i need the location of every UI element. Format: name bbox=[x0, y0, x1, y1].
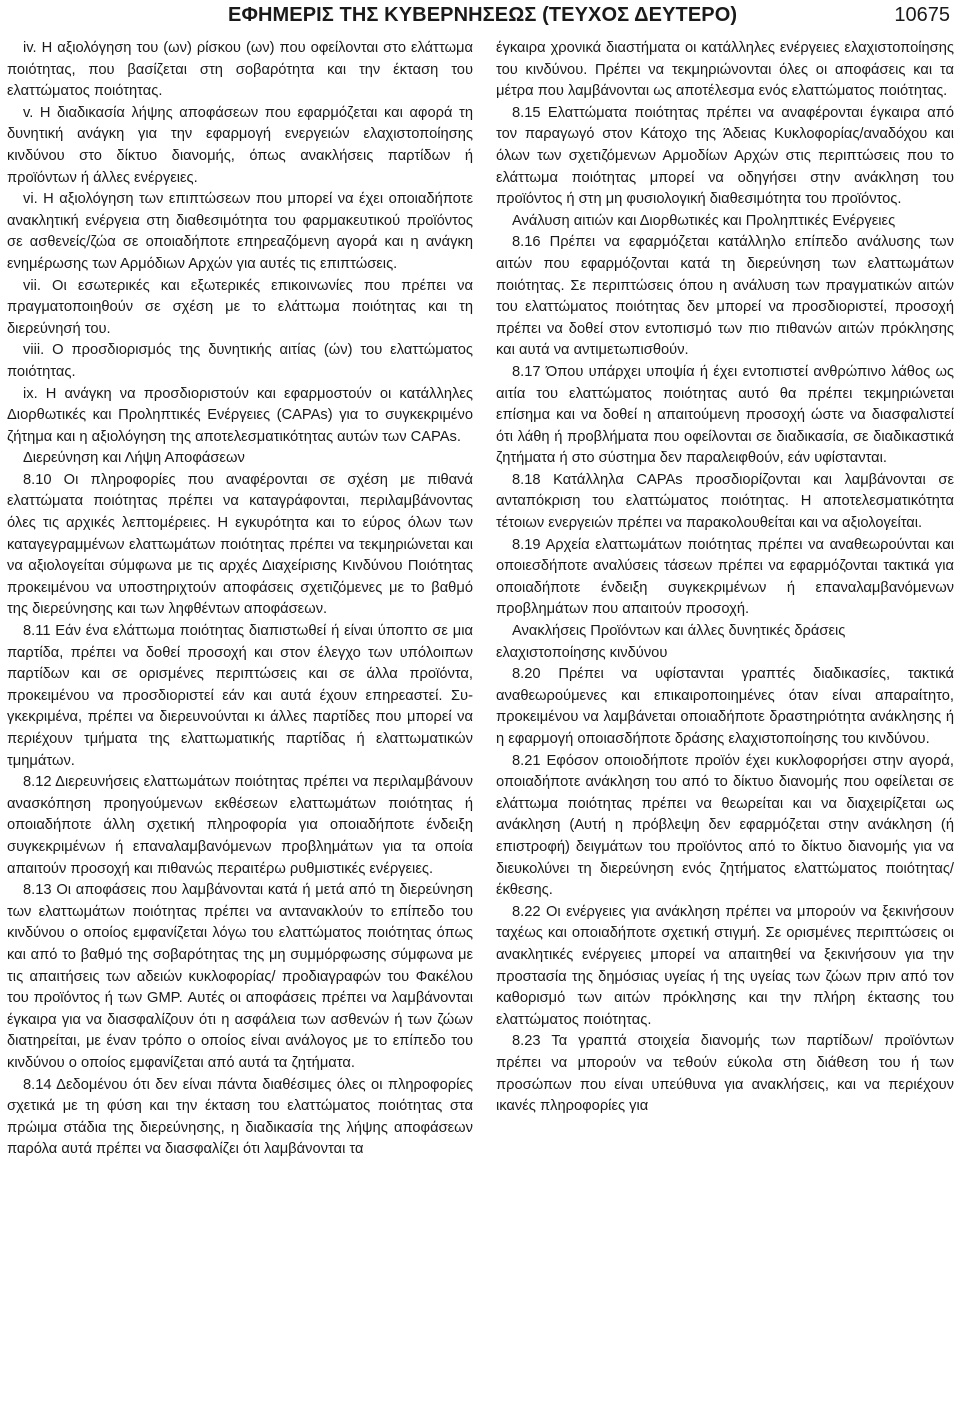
paragraph-8-14: 8.14 Δεδομένου ότι δεν είναι πάντα διαθέσιμες όλες οι πληροφορίες σχετικά με τη φύση και την έκταση του ελαττώματος ποιότητας στα πρώιμα στάδια της διερεύνησης, η διαδικασία της λήψης αποφάσεων παρόλα αυτά πρέπει να διασφαλίζει ότι λαμβάνονται τα bbox=[7, 1076, 473, 1158]
section-heading-root-cause: Ανάλυση αιτιών και Διορθωτικές και Προληπτικές Ενέργειες bbox=[512, 212, 896, 229]
paragraph-8-13: 8.13 Οι αποφάσεις που λαμβάνονται κατά ή μετά από τη διερεύνηση των ελαττωμάτων ποιότητας πρέπει να αντανακλούν το επίπεδο του κινδύνου ο οποίος εμφανίζεται λόγω του ελαττώματος ποιότητας όπως και από το βαθμό της σοβαρότητας της μη συμμόρφωσης σύμφωνα με τις απαιτήσεις των αδειών κυκλοφορίας/ προδιαγραφών του Φακέλου του προϊόντος ή των GMP. Αυτές οι αποφάσεις πρέπει να λαμβάνονται έγκαιρα για να διασφαλίζουν ότι η ασφάλεια των ασθενών ή των ζώων διατηρείται, με έναν τρόπο ο οποίος είναι ανάλογος με το επίπεδο του κινδύνου ο οποίος εμφανίζεται από αυτά τα ζητήματα. bbox=[7, 882, 473, 1071]
paragraph-8-17: 8.17 Όπου υπάρχει υποψία ή έχει εντοπιστεί ανθρώπινο λάθος ως αιτία του ελαττώματος ποιότητας αυτό θα πρέπει τεκμηριώνεται επίσημα και να δοθεί η απαιτούμενη προσοχή ώστε να διασφαλιστεί ότι λάθη ή προβλήματα που οφείλονται σε διαδικασία, σε διαδικαστικά ζητήματα ή στο σύστημα δεν παραλειφθούν, εάν υφίστανται. bbox=[496, 363, 954, 467]
paragraph-8-21: 8.21 Εφόσον οποιοδήποτε προϊόν έχει κυκλοφορήσει στην αγορά, οποιαδήποτε ανάκληση του από το δίκτυο διανομής που οφείλεται σε ελάττωμα ποιότητας πρέπει να θεωρείται και να διαχειρίζεται ως ανάκληση (Αυτή η πρόβλεψη δεν εφαρμόζεται στην ανάκληση (ή επιστροφή) δειγμάτων του προϊόντος από το δίκτυο διανομής για να διευκολύνει τη διερεύνηση ενός ζητήματος ελαττώματος ποιότητας/έκθεσης. bbox=[496, 752, 954, 899]
paragraph-ix: ix. Η ανάγκη να προσδιοριστούν και εφαρμοστούν οι κατάλληλες Διορθωτικές και Προληπτικές Ενέργειες (CAPAs) για το συγκεκριμένο ζήτημα και η αξιολόγηση της αποτελεσματικότητας αυτών των CAPAs. bbox=[7, 385, 473, 445]
paragraph-8-10: 8.10 Οι πληροφορίες που αναφέρονται σε σχέση με πιθανά ελαττώματα ποιότητας πρέπει να καταγράφονται, περιλαμβάνοντας όλες τις αρχικές λεπτομέρειες. Η εγκυρότητα και το εύρος όλων των καταγεγραμμένων ελαττωμάτων ποιότητας πρέπει να τεκμηριώνεται και να αξιολογείται σύμφωνα με τις αρχές Διαχείρισης Κινδύνου Ποιότητας προκειμένου να υποστηριχτούν αποφάσεις σχετιζόμενες με το βαθμό της διερεύνησης και των ληφθέντων αποφάσεων. bbox=[7, 471, 473, 618]
page-header bbox=[0, 2, 960, 32]
right-column bbox=[496, 38, 954, 1118]
gazette-title: ΕΦΗΜΕΡΙΣ ΤΗΣ ΚΥΒΕΡΝΗΣΕΩΣ (ΤΕΥΧΟΣ ΔΕΥΤΕΡΟ) bbox=[228, 4, 738, 26]
paragraph-8-22: 8.22 Οι ενέργειες για ανάκληση πρέπει να μπορούν να ξεκινήσουν ταχέως και οποιαδήποτε σχετική στιγμή. Σε ορισμένες περιπτώσεις οι ανακλητικές ενέργειες μπορεί να απαιτηθεί να ξεκινήσουν για την προστασία της δημόσιας υγείας ή της υγείας των ζώων πριν από τον καθορισμό των αιτών πρόκλησης και την πλήρη έκτασης του ελαττώματος ποιότητας. bbox=[496, 903, 954, 1028]
paragraph-vi: vi. Η αξιολόγηση των επιπτώσεων που μπορεί να έχει οποιαδήποτε ανακλητική ενέργεια στη διαθεσιμότητα του φαρμακευτικού προϊόντος σε ασθενείς/ζώα σε οποιαδήποτε επηρεαζόμενη αγορά και η ανάγκη ενημέρωσης των Αρμόδιων Αρχών για αυτές τις επιπτώσεις. bbox=[7, 191, 473, 272]
paragraph-8-16: 8.16 Πρέπει να εφαρμόζεται κατάλληλο επίπεδο ανάλυσης των αιτών που εφαρμόζονται κατά τη διερεύνηση των ελαττωμάτων ποιότητας. Σε περιπτώσεις όπου η ανάλυση των πραγματικών αιτών του ελαττώματος ποιότητας δεν μπορεί να προσδιοριστεί, προσοχή πρέπει να δοθεί στον εντοπισμό των πιο πιθανών αιτών πρόκλησης και αυτά να αντιμετωπισθούν. bbox=[496, 234, 954, 359]
paragraph-8-12: 8.12 Διερευνήσεις ελαττωμάτων ποιότητας πρέπει να περιλαμβάνουν ανασκόπηση προηγούμενων εκθέσεων ελαττωμάτων ποιότητας ή οποιαδήποτε άλλη σχετική πληροφορία για οποιαδήποτε ένδειξη συγκεκριμένων ή επαναλαμβανόμενων προβλημάτων για τα οποία απαιτούν προσοχή και πιθανώς περαιτέρω ρυθμιστικές ενέργειες. bbox=[7, 774, 473, 877]
paragraph-8-11: 8.11 Εάν ένα ελάττωμα ποιότητας διαπιστωθεί ή είναι ύποπτο σε μια παρτίδα, πρέπει να δοθεί προσοχή και στον έλεγχο των υπόλοιπων παρτίδων και σε ορισμένες περιπτώσεις και σε άλλα προϊόντα, προκειμένου να προσδιοριστεί εάν και αυτά έχουν επηρεαστεί. Συγκεκριμένα, πρέπει να διερευνούνται κι άλλες παρτίδες που μπορεί να περιέχουν τμήματα της ελαττωματικής παρτίδας ή ελαττωματικών τμημάτων. bbox=[7, 623, 473, 769]
paragraph-8-23: 8.23 Τα γραπτά στοιχεία διανομής των παρτίδων/ προϊόντων πρέπει να μπορούν να τεθούν εύκολα στη διάθεση του ή των προσώπων που είναι υπεύθυνα για ανακλήσεις, και να περιέχουν ικανές πληροφορίες για bbox=[496, 1033, 954, 1115]
paragraph-8-15: 8.15 Ελαττώματα ποιότητας πρέπει να αναφέρονται έγκαιρα από τον παραγωγό στον Κάτοχο της Άδειας Κυκλοφορίας/αναδόχου και όλων των σχετιζόμενων Αρμοδίων Αρχών στις περιπτώσεις που το ελάττωμα ποιότητας μπορεί να οδηγήσει στην ανάκληση του προϊόντος ή στη μη φυσιολογική διαθεσιμότητα του προϊόντος. bbox=[496, 104, 954, 208]
paragraph-iv: iv. Η αξιολόγηση του (ων) ρίσκου (ων) που οφείλονται στο ελάττωμα ποιότητας, που βασίζεται στη σοβαρότητα και την έκταση του ελαττώματος ποιότητας. bbox=[7, 40, 473, 100]
paragraph-8-18: 8.18 Κατάλληλα CAPAs προσδιορίζονται και λαμβάνονται σε ανταπόκριση του ελαττώματος ποιότητας. Η αποτελεσματικότητα τέτοιων ενεργειών πρέπει να παρακολουθείται και να αξιολογείται. bbox=[496, 471, 954, 532]
paragraph-viii: viii. Ο προσδιορισμός της δυνητικής αιτίας (ών) του ελαττώματος ποιότητας. bbox=[7, 342, 473, 380]
section-heading-recalls: Ανακλήσεις Προϊόντων και άλλες δυνητικές δράσεις ελαχιστοποίησης κινδύνου bbox=[496, 623, 846, 661]
section-heading-investigation: Διερεύνηση και Λήψη Αποφάσεων bbox=[23, 450, 245, 467]
left-column bbox=[7, 38, 473, 1161]
page-number: 10675 bbox=[894, 4, 950, 26]
paragraph-v: v. Η διαδικασία λήψης αποφάσεων που εφαρμόζεται και αφορά τη δυνητική ανάγκη για την εφαρμογή ενεργειών ελαχιστοποίησης κινδύνου στο δίκτυο διανομής, όπως ανακλήσεις παρτίδων ή προϊόντων ή άλλες ενέργειες. bbox=[7, 104, 473, 186]
paragraph-8-20: 8.20 Πρέπει να υφίστανται γραπτές διαδικασίες, τακτικά αναθεωρούμενες και επικαιροποιημένες όταν είναι απαραίτητο, προκειμένου να λαμβάνεται οποιαδήποτε δραστηριότητα ανάκλησης ή η εφαρμογή οποιασδήποτε δράσης ελαχιστοποίησης του κινδύνου. bbox=[496, 666, 954, 747]
paragraph-8-19: 8.19 Αρχεία ελαττωμάτων ποιότητας πρέπει να αναθεωρούνται και οποιεσδήποτε αναλύσεις τάσεων πρέπει να εφαρμόζονται τακτικά για οποιαδήποτε ένδειξη συγκεκριμένων ή επαναλαμβανόμενων προβλημάτων που απαιτούν προσοχή. bbox=[496, 536, 954, 618]
paragraph-vii: vii. Οι εσωτερικές και εξωτερικές επικοινωνίες που πρέπει να πραγματοποιηθούν σε σχέση με το ελάττωμα ποιότητας και τη διερεύνησή του. bbox=[7, 277, 473, 337]
paragraph-8-14-continued: έγκαιρα χρονικά διαστήματα οι κατάλληλες ενέργειες ελαχιστοποίησης του κινδύνου. Πρέπει να τεκμηριώνονται όλες οι αποφάσεις και τα μέτρα που λαμβάνονται ως αποτέλεσμα ενός ελαττώματος ποιότητας. bbox=[496, 40, 954, 100]
